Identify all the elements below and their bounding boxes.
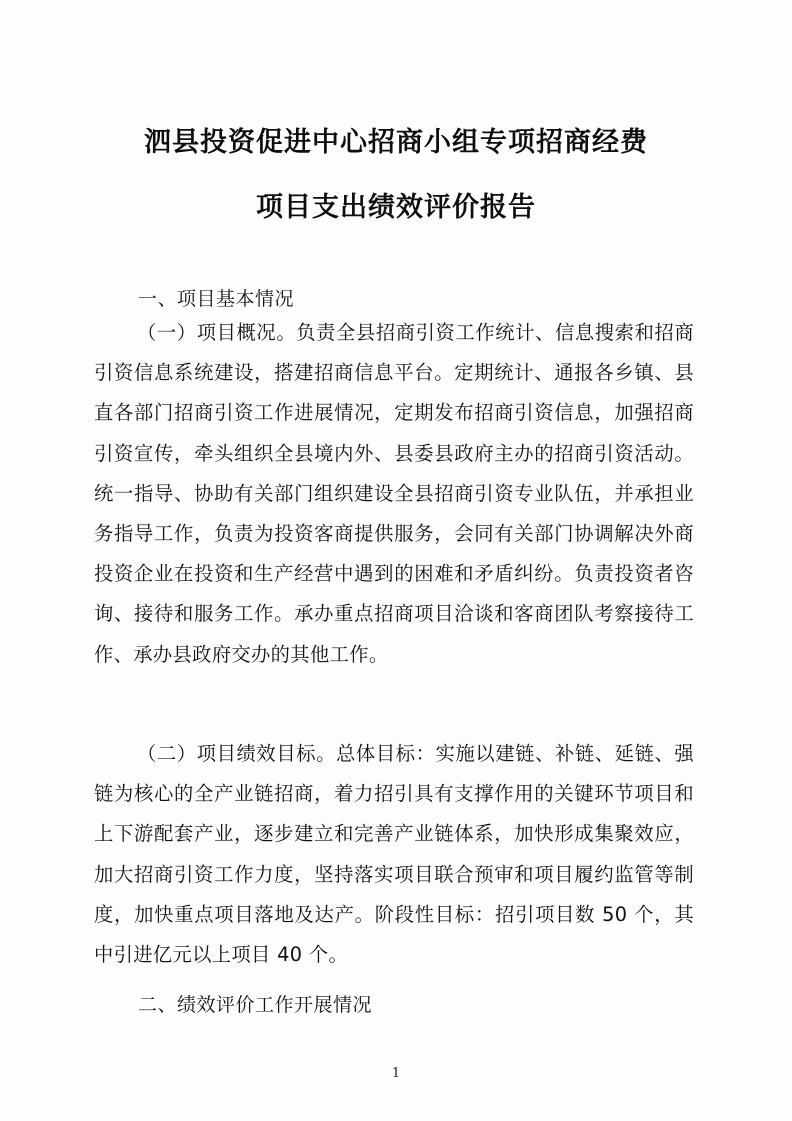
document-title-line-2: 项目支出绩效评价报告 [256,192,536,223]
paragraph-project-overview: （一）项目概况。负责全县招商引资工作统计、信息搜索和招商引资信息系统建设，搭建招商信息平台。定期统计、通报各乡镇、县直各部门招商引资工作进展情况，定期发布招商引资信息，加强招商引资宣传，牵头组织全县境内外、县委县政府主办的招商引资活动。统一指导、协助有关部门组织建设全县招商引资专业队伍，并承担业务指导工作，负责为投资客商提供服务，会同有关部门协调解决外商投资企业在投资和生产经营中遇到的困难和矛盾纠纷。负责投资者咨询、接待和服务工作。承办重点招商项目洽谈和客商团队考察接待工作、承办县政府交办的其他工作。 [94,321,694,666]
paragraph-performance-goals: （二）项目绩效目标。总体目标：实施以建链、补链、延链、强链为核心的全产业链招商，着力招引具有支撑作用的关键环节项目和上下游配套产业，逐步建立和完善产业链体系，加快形成集聚效应，加大招商引资工作力度，坚持落实项目联合预审和项目履约监管等制度，加快重点项目落地及达产。阶段性目标：招引项目数 50 个，其中引进亿元以上项目 40 个。 [94,742,694,967]
section-heading-project-basics: 一、项目基本情况 [138,288,295,310]
page-number: 1 [391,1066,401,1081]
section-heading-evaluation-work: 二、绩效评价工作开展情况 [138,994,373,1016]
document-title-line-1: 泗县投资促进中心招商小组专项招商经费 [144,127,648,158]
